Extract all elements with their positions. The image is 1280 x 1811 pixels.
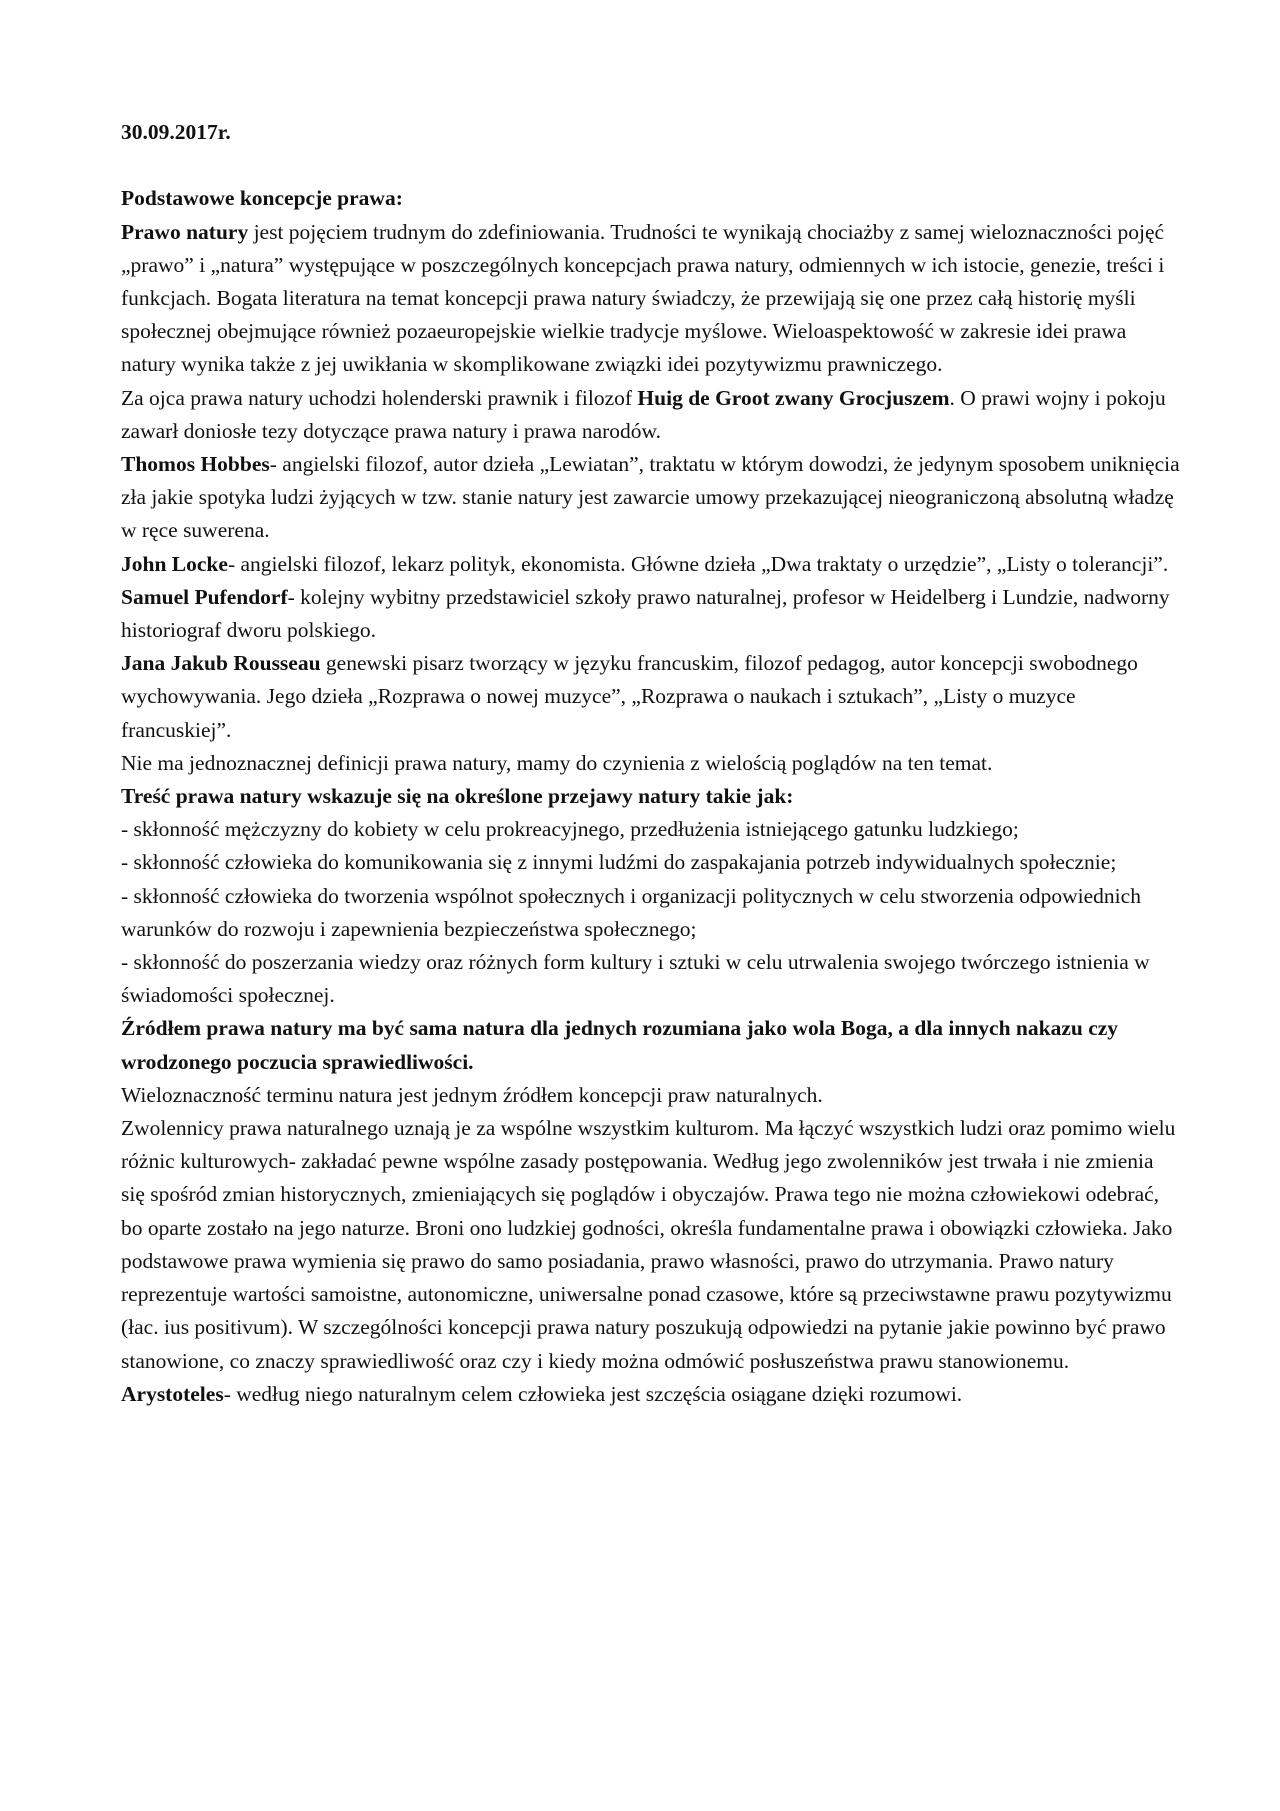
locke-text: - angielski filozof, lekarz polityk, ekonomista. Główne dzieła „Dwa traktaty o urzędzie”, „Listy o tolerancji”. — [227, 551, 1169, 576]
hobbes-paragraph — [121, 448, 1181, 548]
section-heading-text: Podstawowe koncepcje prawa: — [121, 186, 403, 211]
aristotle-text: - według niego naturalnym celem człowieka jest szczęścia osiągane dzięki rozumowi. — [223, 1381, 963, 1406]
rousseau-name: Jana Jakub Rousseau — [121, 651, 321, 676]
pufendorf-text: - kolejny wybitny przedstawiciel szkoły prawo naturalnej, profesor w Heidelberg i Lundzie, nadworny historiograf dworu polskiego. — [121, 584, 1170, 643]
list-item: - skłonność mężczyzny do kobiety w celu prokreacyjnego, przedłużenia istniejącego gatunku ludzkiego; — [121, 817, 1019, 842]
locke-paragraph — [121, 548, 1181, 581]
aristotle-paragraph — [121, 1378, 1181, 1411]
rousseau-text: genewski pisarz tworzący w języku francuskim, filozof pedagog, autor koncepcji swobodnego wychowywania. Jego dzieła „Rozprawa o nowej muzyce”, „Rozprawa o naukach i sztukach”, „Listy o muzyce francuskiej”. — [121, 651, 1138, 742]
grotius-before: Za ojca prawa natury uchodzi holenderski prawnik i filozof — [121, 385, 638, 410]
pufendorf-name: Samuel Pufendorf — [121, 584, 288, 609]
intro-text: jest pojęciem trudnym do zdefiniowania. Trudności te wynikają chociażby z samej wieloznaczności pojęć „prawo” i „natura” występujące w poszczególnych koncepcjach prawa natury, odmiennych w ich istocie, genezie, treści i funkcjach. Bogata literatura na temat koncepcji prawa natury świadczy, że przewijają się one przez całą historię myśli społecznej obejmujące również pozaeuropejskie wielkie tradycje myślowe. Wieloaspektowość w zakresie idei prawa natury wynika także z jej uwikłania w skomplikowane związki idei pozytywizmu prawniczego. — [121, 219, 1165, 377]
no-definition-paragraph: Nie ma jednoznacznej definicji prawa natury, mamy do czynienia z wielością poglądów na ten temat. — [121, 750, 993, 775]
content-heading-text: Treść prawa natury wskazuje się na określone przejawy natury takie jak: — [121, 784, 794, 809]
grotius-name: Huig de Groot zwany Grocjuszem — [637, 385, 950, 410]
hobbes-text: - angielski filozof, autor dzieła „Lewiatan”, traktatu w którym dowodzi, że jedynym sposobem uniknięcia zła jakie spotyka ludzi żyjących w tzw. stanie natury jest zawarcie umowy przekazującej nieograniczoną absolutną władzę w ręce suwerena. — [121, 452, 1180, 543]
locke-name: John Locke — [121, 551, 228, 576]
rousseau-paragraph — [121, 647, 1181, 747]
section-heading — [121, 182, 1181, 215]
blank-line — [121, 149, 1181, 182]
source-heading-text: Źródłem prawa natury ma być sama natura dla jednych rozumiana jako wola Boga, a dla innych nakazu czy wrodzonego poczucia sprawiedliwości. — [121, 1016, 1119, 1074]
intro-term: Prawo natury — [121, 219, 249, 244]
pufendorf-paragraph — [121, 581, 1181, 647]
list-item: - skłonność człowieka do tworzenia wspólnot społecznych i organizacji politycznych w celu stworzenia odpowiednich warunków do rozwoju i zapewnienia bezpieczeństwa społecznego; — [121, 883, 1141, 941]
document-date: 30.09.2017r. — [121, 120, 231, 144]
grotius-paragraph — [121, 382, 1181, 448]
ambiguity-paragraph: Wieloznaczność terminu natura jest jednym źródłem koncepcji praw naturalnych. — [121, 1082, 823, 1107]
content-heading — [121, 780, 1181, 813]
source-heading — [121, 1012, 1181, 1078]
aristotle-name: Arystoteles — [121, 1381, 224, 1406]
list-item: - skłonność do poszerzania wiedzy oraz różnych form kultury i sztuki w celu utrwalenia swojego twórczego istnienia w świadomości społecznej. — [121, 950, 1150, 1008]
intro-paragraph — [121, 216, 1181, 382]
hobbes-name: Thomos Hobbes — [121, 452, 270, 477]
list-item: - skłonność człowieka do komunikowania się z innymi ludźmi do zaspakajania potrzeb indywidualnych społecznie; — [121, 850, 1117, 875]
grotius-after: . O prawi wojny i pokoju zawarł doniosłe tezy dotyczące prawa natury i prawa narodów. — [121, 385, 1166, 443]
natural-tendencies-list — [121, 813, 1181, 1012]
supporters-paragraph: Zwolennicy prawa naturalnego uznają je za wspólne wszystkim kulturom. Ma łączyć wszystkich ludzi oraz pomimo wielu różnic kulturowych- zakładać pewne wspólne zasady postępowania. Według jego zwolenników jest trwała i nie zmienia się spośród zmian historycznych, zmieniających się poglądów i obyczajów. Prawa tego nie można człowiekowi odebrać, bo oparte zostało na jego naturze. Broni ono ludzkiej godności, określa fundamentalne prawa i obowiązki człowieka. Jako podstawowe prawa wymienia się prawo do samo posiadania, prawo własności, prawo do utrzymania. Prawo natury reprezentuje wartości samoistne, autonomiczne, uniwersalne ponad czasowe, które są przeciwstawne prawu pozytywizmu (łac. ius positivum). W szczególności koncepcji prawa natury poszukują odpowiedzi na pytanie jakie powinno być prawo stanowione, co znaczy sprawiedliwość oraz czy i kiedy można odmówić posłuszeństwa prawu stanowionemu. — [121, 1116, 1176, 1373]
document-page — [121, 116, 1181, 1411]
